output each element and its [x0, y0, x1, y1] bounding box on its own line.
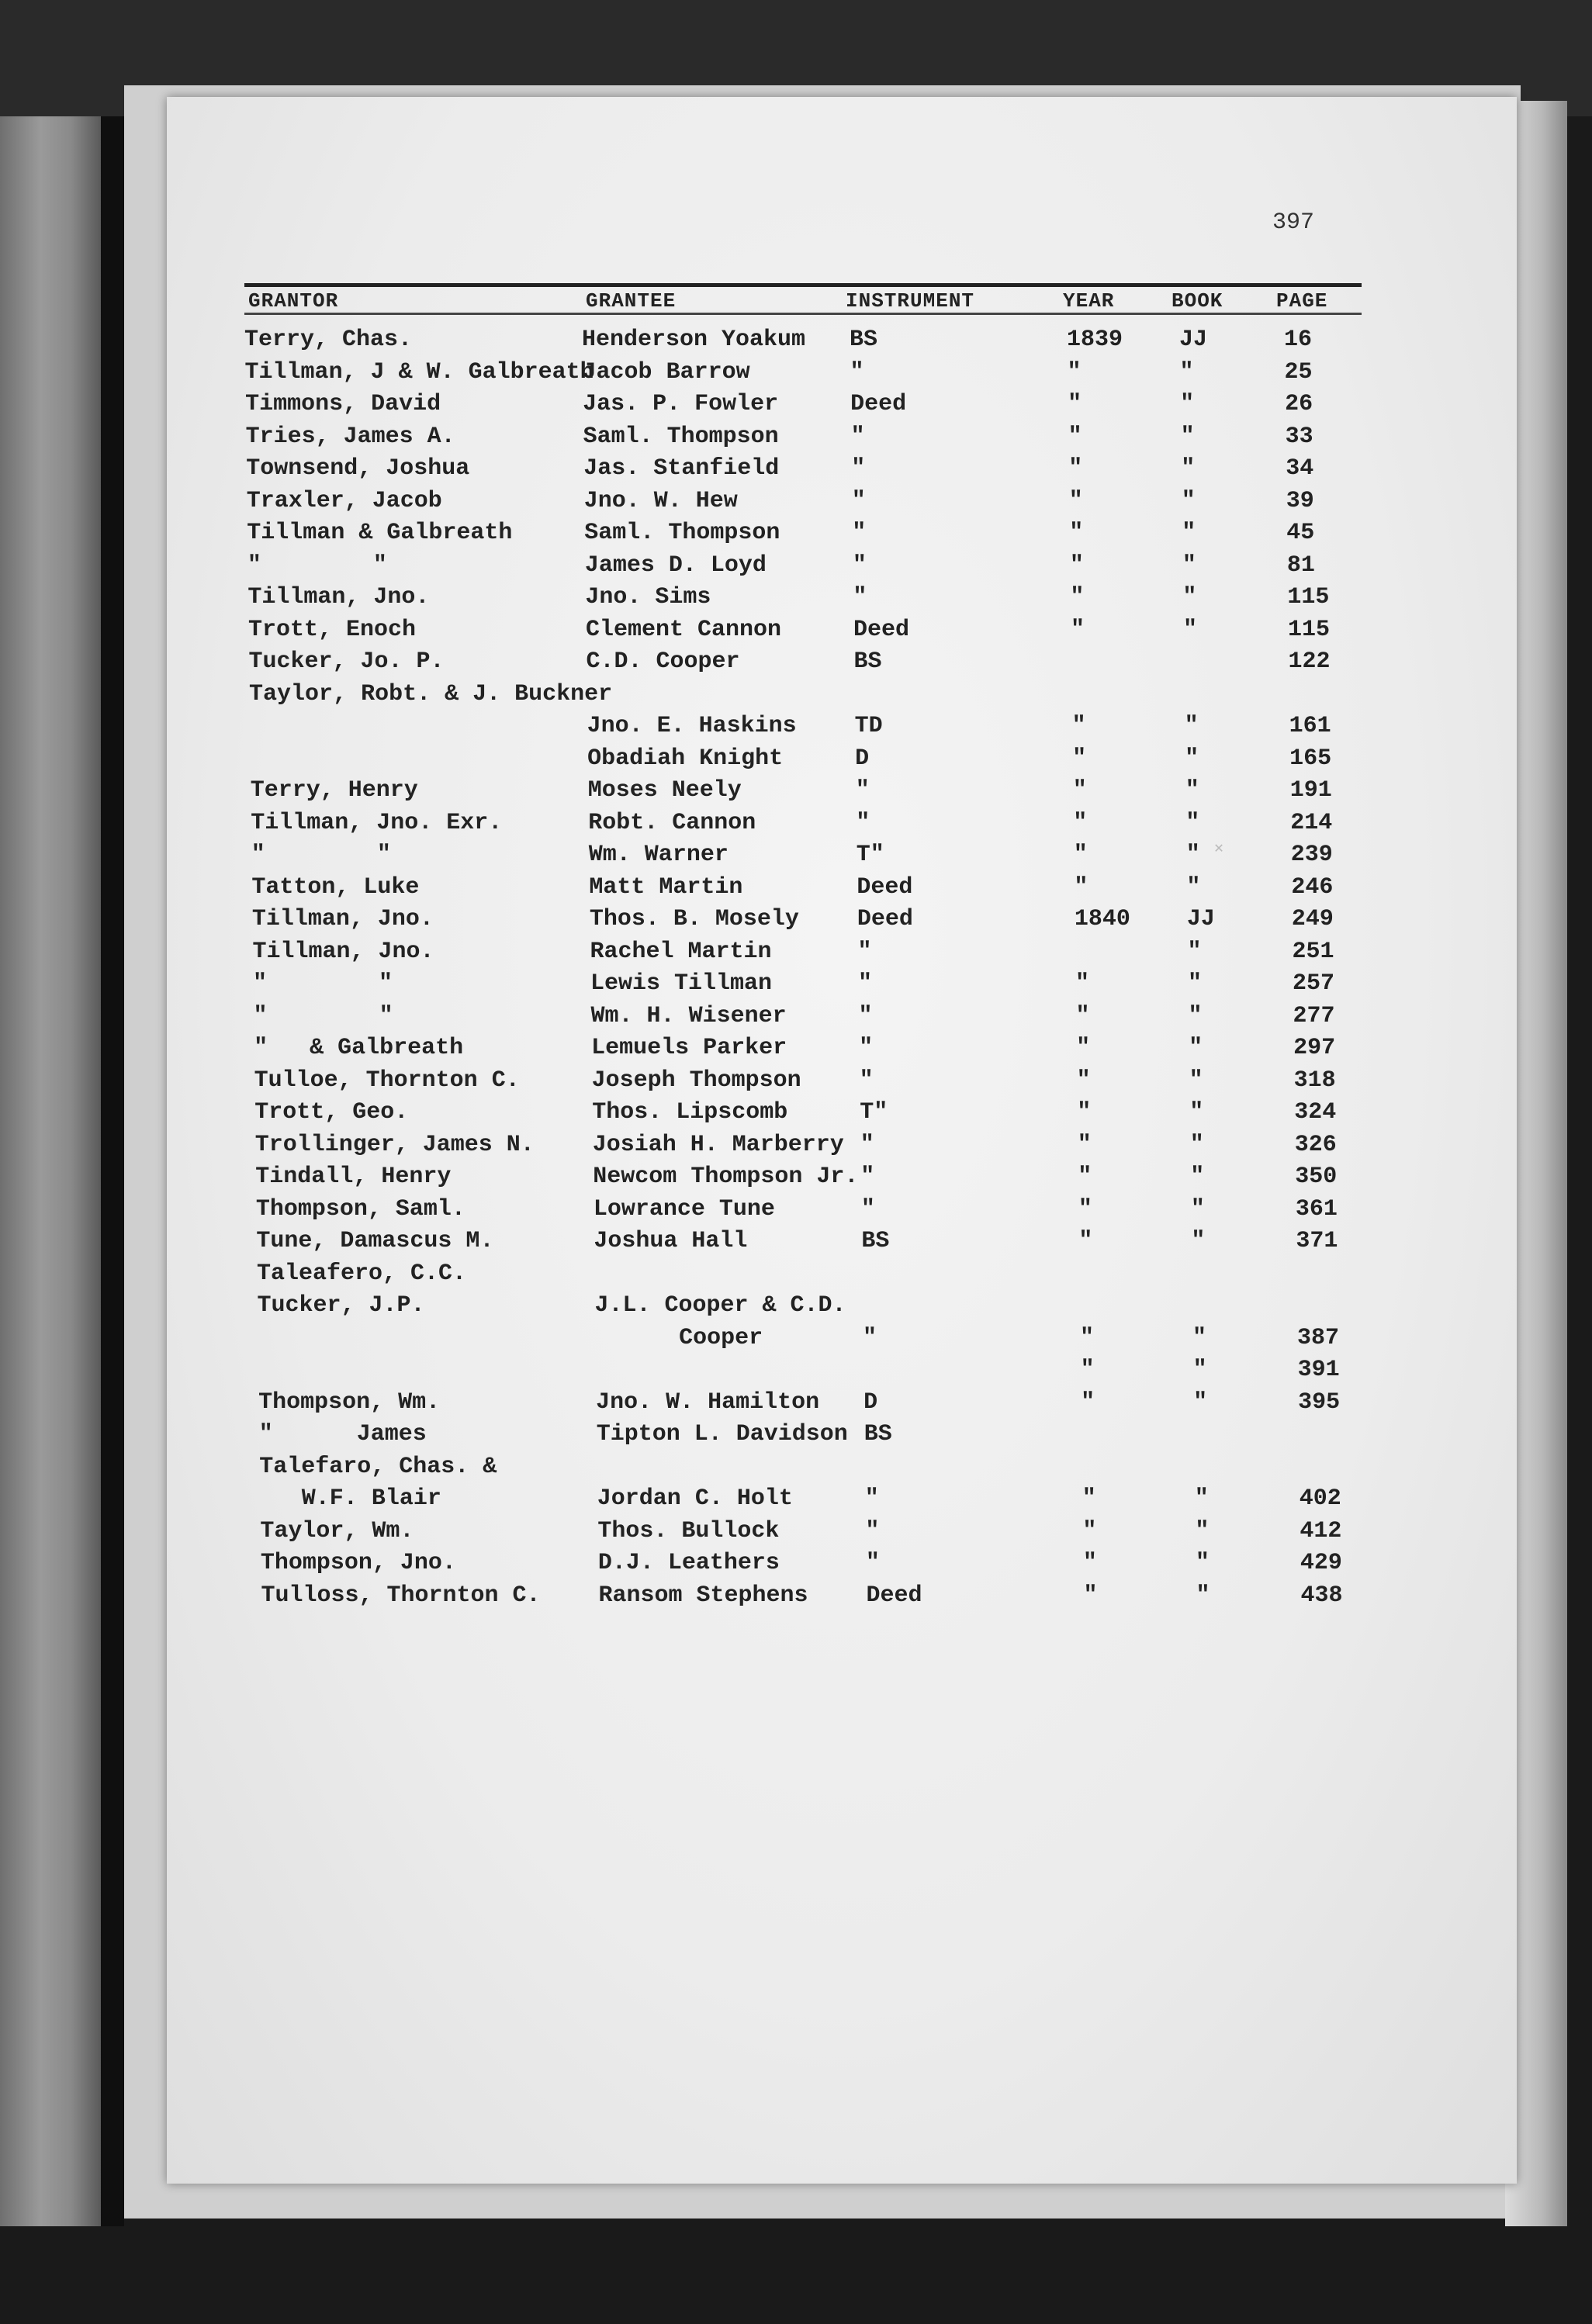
- cell-grantor: Trott, Geo.: [254, 1099, 409, 1126]
- cell-year: ": [1076, 1067, 1091, 1094]
- header-year: YEAR: [1063, 289, 1115, 313]
- cell-grantor: Tucker, J.P.: [257, 1292, 425, 1319]
- cell-year: ": [1068, 423, 1082, 450]
- cell-book: ": [1193, 1389, 1208, 1416]
- cell-page: 165: [1289, 745, 1332, 772]
- cell-grantor: Trott, Enoch: [247, 616, 416, 643]
- cell-book: ": [1190, 1195, 1205, 1223]
- cell-page: 115: [1287, 616, 1330, 643]
- cell-grantee: Cooper: [595, 1324, 763, 1351]
- cell-book: ": [1182, 520, 1196, 546]
- cell-book: ": [1185, 745, 1199, 772]
- cell-year: ": [1068, 455, 1083, 482]
- scan-background-bottom: [0, 2226, 1592, 2324]
- cell-page: 402: [1299, 1485, 1341, 1512]
- cell-book: ": [1181, 455, 1196, 482]
- cell-instrument: ": [858, 970, 873, 997]
- cell-instrument: BS: [850, 327, 878, 353]
- cell-instrument: BS: [853, 648, 882, 675]
- cell-grantee: Rachel Martin: [590, 938, 772, 965]
- cell-grantee: Saml. Thompson: [583, 423, 779, 450]
- cell-year: ": [1081, 1389, 1095, 1416]
- cell-grantee: Thos. Lipscomb: [592, 1099, 788, 1126]
- cell-instrument: ": [864, 1485, 879, 1512]
- cell-grantor: Traxler, Jacob: [246, 487, 442, 514]
- cell-instrument: ": [856, 809, 870, 836]
- cell-grantor: Talefaro, Chas. &: [259, 1453, 497, 1480]
- cell-year: ": [1070, 584, 1085, 610]
- cell-grantee: Lewis Tillman: [590, 970, 773, 997]
- cell-instrument: TD: [854, 713, 883, 739]
- cell-book: ": [1189, 1067, 1203, 1094]
- cell-book: ": [1195, 1517, 1210, 1544]
- cell-grantor: Terry, Henry: [250, 777, 418, 804]
- cell-year: ": [1077, 1099, 1092, 1126]
- cell-year: ": [1082, 1517, 1097, 1544]
- cell-page: 191: [1289, 777, 1332, 804]
- cell-grantee: Jno. W. Hew: [583, 487, 738, 514]
- cell-page: 246: [1291, 873, 1334, 901]
- cell-instrument: Deed: [866, 1582, 922, 1609]
- cell-year: 1840: [1074, 906, 1130, 932]
- cell-book: ": [1192, 1357, 1207, 1383]
- cell-instrument: Deed: [850, 391, 907, 417]
- cell-grantor: Townsend, Joshua: [246, 455, 470, 482]
- cell-page: 214: [1290, 809, 1333, 836]
- cell-year: ": [1069, 552, 1084, 579]
- cell-grantee: Moses Neely: [587, 777, 742, 804]
- cell-grantee: Saml. Thompson: [584, 520, 780, 546]
- cell-book: ": [1185, 809, 1200, 836]
- cell-instrument: ": [850, 358, 864, 386]
- cell-grantor: Thompson, Saml.: [255, 1195, 465, 1223]
- cell-grantor: Tatton, Luke: [251, 873, 420, 901]
- cell-year: ": [1078, 1228, 1093, 1254]
- cell-grantee: Jno. W. Hamilton: [596, 1389, 820, 1416]
- cell-grantor: Tillman, Jno.: [252, 938, 434, 965]
- cell-year: ": [1072, 745, 1087, 772]
- cell-grantee: Henderson Yoakum: [582, 327, 806, 353]
- cell-book: ": [1182, 552, 1196, 579]
- cell-grantee: Lowrance Tune: [593, 1195, 775, 1223]
- cell-grantee: Robt. Cannon: [588, 809, 756, 836]
- cell-grantee: Joshua Hall: [594, 1228, 748, 1254]
- cell-instrument: ": [852, 552, 867, 579]
- cell-year: ": [1080, 1357, 1095, 1383]
- header-instrument: INSTRUMENT: [846, 289, 975, 313]
- cell-page: 161: [1289, 713, 1331, 739]
- cell-year: ": [1074, 873, 1088, 901]
- cell-instrument: ": [858, 1002, 873, 1029]
- header-top-rule: [244, 283, 1362, 287]
- cell-book: ": [1189, 1099, 1204, 1126]
- cell-grantor: Trollinger, James N.: [254, 1131, 535, 1158]
- document-page: [167, 97, 1517, 2184]
- cell-page: 239: [1290, 842, 1333, 868]
- cell-year: ": [1073, 809, 1088, 836]
- cell-grantee: Thos. Bullock: [597, 1517, 780, 1544]
- cell-instrument: ": [860, 1164, 875, 1190]
- cell-page: 122: [1288, 648, 1331, 675]
- cell-instrument: ": [865, 1550, 880, 1576]
- cell-instrument: T": [860, 1099, 888, 1126]
- cell-instrument: ": [857, 938, 872, 965]
- cell-instrument: ": [851, 455, 866, 482]
- cell-instrument: Deed: [853, 616, 909, 643]
- cell-page: 39: [1286, 487, 1314, 514]
- cell-instrument: ": [853, 584, 867, 610]
- cell-grantee: Ransom Stephens: [598, 1582, 808, 1609]
- cell-instrument: ": [851, 487, 866, 514]
- cell-grantee: D.J. Leathers: [597, 1550, 780, 1576]
- cell-grantor: Thompson, Wm.: [258, 1389, 441, 1416]
- cell-year: ": [1068, 391, 1082, 417]
- page-number: 397: [1272, 209, 1315, 236]
- cell-year: ": [1076, 1035, 1091, 1061]
- cell-instrument: ": [852, 520, 867, 546]
- cell-page: 249: [1291, 906, 1334, 932]
- cell-year: ": [1078, 1164, 1092, 1190]
- cell-year: ": [1080, 1324, 1095, 1351]
- cell-page: 33: [1285, 423, 1313, 450]
- cell-instrument: Deed: [857, 873, 913, 901]
- cell-grantor: " ": [253, 1002, 393, 1029]
- cell-grantee: Matt Martin: [589, 873, 743, 901]
- cell-book: ": [1185, 777, 1199, 804]
- cell-instrument: ": [859, 1035, 874, 1061]
- cell-grantee: Jacob Barrow: [582, 358, 750, 386]
- cell-instrument: D: [855, 745, 870, 772]
- cell-grantee: Wm. H. Wisener: [590, 1002, 787, 1029]
- cell-grantor: " James: [258, 1421, 427, 1447]
- cell-grantor: Terry, Chas.: [244, 327, 413, 353]
- cell-page: 412: [1300, 1517, 1342, 1544]
- cell-grantee: Jas. Stanfield: [583, 455, 780, 482]
- cell-year: ": [1070, 616, 1085, 643]
- cell-grantee: Obadiah Knight: [587, 745, 784, 772]
- cell-page: 25: [1284, 358, 1313, 386]
- cell-page: 438: [1300, 1582, 1343, 1609]
- cell-page: 391: [1297, 1357, 1340, 1383]
- cell-book: ": [1195, 1550, 1210, 1576]
- cell-instrument: ": [850, 423, 865, 450]
- cell-page: 361: [1295, 1195, 1338, 1223]
- cell-instrument: ": [855, 777, 870, 804]
- cell-instrument: ": [863, 1324, 877, 1351]
- cell-instrument: ": [859, 1067, 874, 1094]
- cell-grantor: Taleafero, C.C.: [256, 1260, 466, 1287]
- cell-year: ": [1078, 1195, 1092, 1223]
- cell-grantee: Clement Cannon: [585, 616, 781, 643]
- cell-year: ": [1083, 1582, 1098, 1609]
- cell-book: ": [1194, 1485, 1209, 1512]
- cell-page: 297: [1293, 1035, 1336, 1061]
- cell-grantor: Tillman, Jno.: [251, 906, 434, 932]
- cell-year: ": [1072, 777, 1087, 804]
- cell-instrument: ": [865, 1517, 880, 1544]
- cell-page: 429: [1300, 1550, 1342, 1576]
- cell-book: ": [1182, 584, 1197, 610]
- cell-grantor: Tulloss, Thornton C.: [261, 1582, 541, 1609]
- cell-page: 318: [1293, 1067, 1336, 1094]
- header-bottom-rule: [244, 313, 1362, 315]
- cell-book: ": [1185, 842, 1200, 868]
- cell-grantee: Newcom Thompson Jr.: [593, 1164, 859, 1190]
- cell-instrument: T": [856, 842, 884, 868]
- faint-stamp-mark: ✕: [1214, 840, 1224, 858]
- header-grantor: GRANTOR: [248, 289, 339, 313]
- cell-book: ": [1180, 391, 1195, 417]
- cell-year: ": [1077, 1131, 1092, 1158]
- cell-grantor: Thompson, Jno.: [260, 1550, 456, 1576]
- cell-grantor: " ": [247, 552, 387, 579]
- cell-grantee: Wm. Warner: [588, 842, 729, 868]
- cell-year: ": [1073, 842, 1088, 868]
- cell-grantor: Tillman & Galbreath: [247, 520, 513, 546]
- cell-grantor: Tillman, Jno.: [247, 584, 430, 610]
- cell-grantor: " ": [253, 970, 393, 997]
- cell-book: ": [1196, 1582, 1210, 1609]
- cell-grantee: Thos. B. Mosely: [589, 906, 799, 932]
- cell-page: 395: [1298, 1389, 1341, 1416]
- cell-instrument: Deed: [857, 906, 913, 932]
- cell-book: ": [1189, 1131, 1204, 1158]
- cell-instrument: ": [860, 1131, 874, 1158]
- cell-grantor: Tillman, J & W. Galbreath: [244, 358, 594, 386]
- cell-page: 371: [1296, 1228, 1338, 1254]
- cell-grantor: Taylor, Robt. & J. Buckner: [249, 680, 613, 707]
- cell-instrument: BS: [863, 1421, 892, 1447]
- cell-year: 1839: [1067, 327, 1123, 353]
- cell-grantee: J.L. Cooper & C.D.: [594, 1292, 846, 1319]
- header-grantee: GRANTEE: [586, 289, 677, 313]
- cell-grantor: " ": [251, 842, 391, 868]
- cell-page: 277: [1293, 1002, 1335, 1029]
- cell-page: 16: [1284, 327, 1313, 353]
- cell-page: 251: [1292, 938, 1334, 965]
- cell-grantor: " & Galbreath: [254, 1035, 464, 1061]
- cell-grantee: Josiah H. Marberry: [592, 1131, 844, 1158]
- cell-grantor: Taylor, Wm.: [260, 1517, 414, 1544]
- adjacent-page-strip: [0, 116, 101, 2257]
- cell-grantor: Tune, Damascus M.: [256, 1228, 494, 1254]
- cell-book: ": [1187, 938, 1202, 965]
- cell-page: 257: [1293, 970, 1335, 997]
- cell-book: ": [1184, 713, 1199, 739]
- cell-book: ": [1188, 1002, 1203, 1029]
- cell-year: ": [1082, 1550, 1097, 1576]
- cell-year: ": [1067, 358, 1082, 386]
- cell-grantor: Tucker, Jo. P.: [248, 648, 445, 675]
- header-page: PAGE: [1276, 289, 1328, 313]
- cell-grantor: W.F. Blair: [259, 1485, 441, 1512]
- cell-page: 326: [1294, 1131, 1337, 1158]
- cell-book: ": [1181, 487, 1196, 514]
- binding-shadow: [101, 116, 124, 2257]
- cell-book: ": [1188, 970, 1203, 997]
- cell-grantee: Jno. Sims: [585, 584, 711, 610]
- cell-page: 387: [1297, 1324, 1340, 1351]
- cell-grantee: Jno. E. Haskins: [587, 713, 797, 739]
- cell-page: 34: [1286, 455, 1314, 482]
- cell-book: ": [1191, 1228, 1206, 1254]
- cell-year: ": [1071, 713, 1086, 739]
- cell-instrument: BS: [861, 1228, 890, 1254]
- cell-grantor: Tries, James A.: [245, 423, 455, 450]
- cell-page: 45: [1286, 520, 1315, 546]
- cell-book: JJ: [1186, 906, 1215, 932]
- cell-page: 115: [1287, 584, 1330, 610]
- cell-book: ": [1190, 1164, 1205, 1190]
- cell-grantee: Lemuels Parker: [591, 1035, 787, 1061]
- cell-grantor: Timmons, David: [245, 391, 441, 417]
- cell-page: 324: [1294, 1099, 1337, 1126]
- cell-year: ": [1075, 1002, 1090, 1029]
- cell-year: ": [1068, 487, 1083, 514]
- cell-book: ": [1192, 1324, 1207, 1351]
- cell-grantor: Tillman, Jno. Exr.: [251, 809, 503, 836]
- cell-book: ": [1186, 873, 1201, 901]
- cell-page: 26: [1285, 391, 1313, 417]
- cell-page: 81: [1286, 552, 1315, 579]
- cell-book: JJ: [1179, 327, 1208, 353]
- cell-grantee: James D. Loyd: [584, 552, 767, 579]
- cell-grantee: Joseph Thompson: [591, 1067, 801, 1094]
- cell-grantee: C.D. Cooper: [586, 648, 740, 675]
- cell-year: ": [1075, 970, 1090, 997]
- cell-page: 350: [1295, 1164, 1338, 1190]
- cell-grantor: Tindall, Henry: [255, 1164, 452, 1190]
- cell-grantee: Tipton L. Davidson: [596, 1421, 848, 1447]
- cell-book: ": [1189, 1035, 1203, 1061]
- cell-book: ": [1182, 616, 1197, 643]
- cell-year: ": [1082, 1485, 1096, 1512]
- cell-book: ": [1180, 423, 1195, 450]
- header-book: BOOK: [1172, 289, 1223, 313]
- cell-year: ": [1069, 520, 1084, 546]
- cell-grantee: Jas. P. Fowler: [583, 391, 779, 417]
- cell-instrument: D: [863, 1389, 878, 1416]
- cell-instrument: ": [860, 1195, 875, 1223]
- cell-book: ": [1179, 358, 1194, 386]
- cell-grantor: Tulloe, Thornton C.: [254, 1067, 520, 1094]
- cell-grantee: Jordan C. Holt: [597, 1485, 793, 1512]
